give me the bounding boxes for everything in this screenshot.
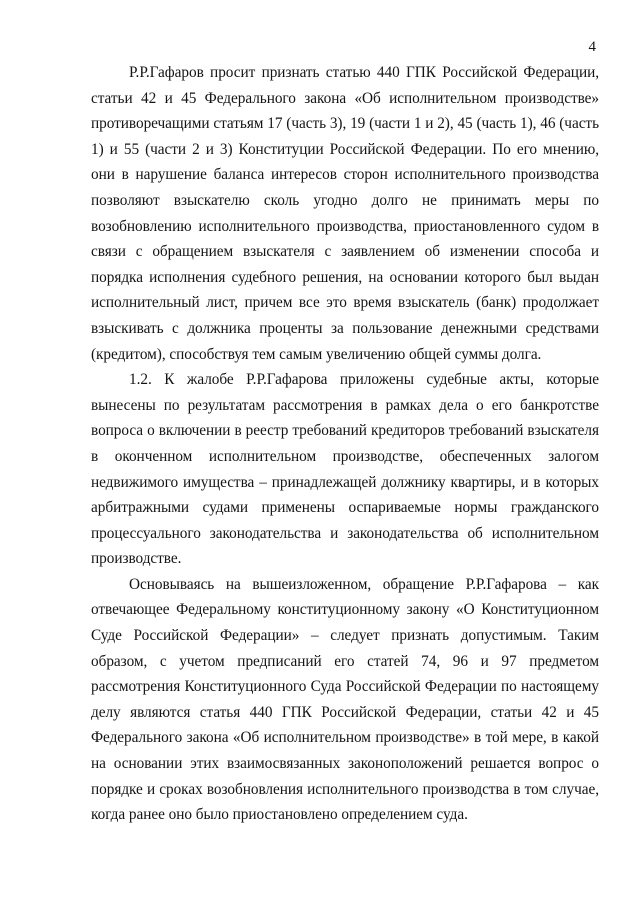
page-number: 4 bbox=[588, 39, 596, 55]
paragraph-admissibility: Основываясь на вышеизложенном, обращение Р.Р.Гафарова – как отвечающее Федеральному конституционному закону «О Конституционном Суде Российской Федерации» – следует признать допустимым. Таким образом, с учетом предписаний его статей 74, 96 и 97 предметом рассмотрения Конституционного Суда Российской Федерации по настоящему делу являются статья 440 ГПК Российской Федерации, статьи 42 и 45 Федерального закона «Об исполнительном производстве» в той мере, в какой на основании этих взаимосвязанных законоположений решается вопрос о порядке и сроках возобновления исполнительного производства в том случае, когда ранее оно было приостановлено определением суда. bbox=[91, 575, 599, 824]
paragraph-1-2: 1.2. К жалобе Р.Р.Гафарова приложены судебные акты, которые вынесены по результатам рассмотрения в рамках дела о его банкротстве вопроса о включении в реестр требований кредиторов требований взыскателя в оконченном исполнительном производстве, обеспеченных залогом недвижимого имущества – принадлежащей должнику квартиры, и в которых арбитражными судами применены оспариваемые нормы гражданского процессуального законодательства и законодательства об исполнительном производстве. bbox=[91, 371, 599, 568]
paragraph-claim: Р.Р.Гафаров просит признать статью 440 ГПК Российской Федерации, статьи 42 и 45 Федерального закона «Об исполнительном производстве» противоречащими статьям 17 (часть 3), 19 (части 1 и 2), 45 (часть 1), 46 (часть 1) и 55 (части 2 и 3) Конституции Российской Федерации. По его мнению, они в нарушение баланса интересов сторон исполнительного производства позволяют взыскателю сколь угодно долго не принимать меры по возобновлению исполнительного производства, приостановленного судом в связи с обращением взыскателя с заявлением об изменении способа и порядка исполнения судебного решения, на основании которого был выдан исполнительный лист, причем все это время взыскатель (банк) продолжает взыскивать с должника проценты за пользование денежными средствами (кредитом), способствуя тем самым увеличению общей суммы долга. bbox=[91, 64, 599, 363]
document-body bbox=[91, 60, 599, 828]
